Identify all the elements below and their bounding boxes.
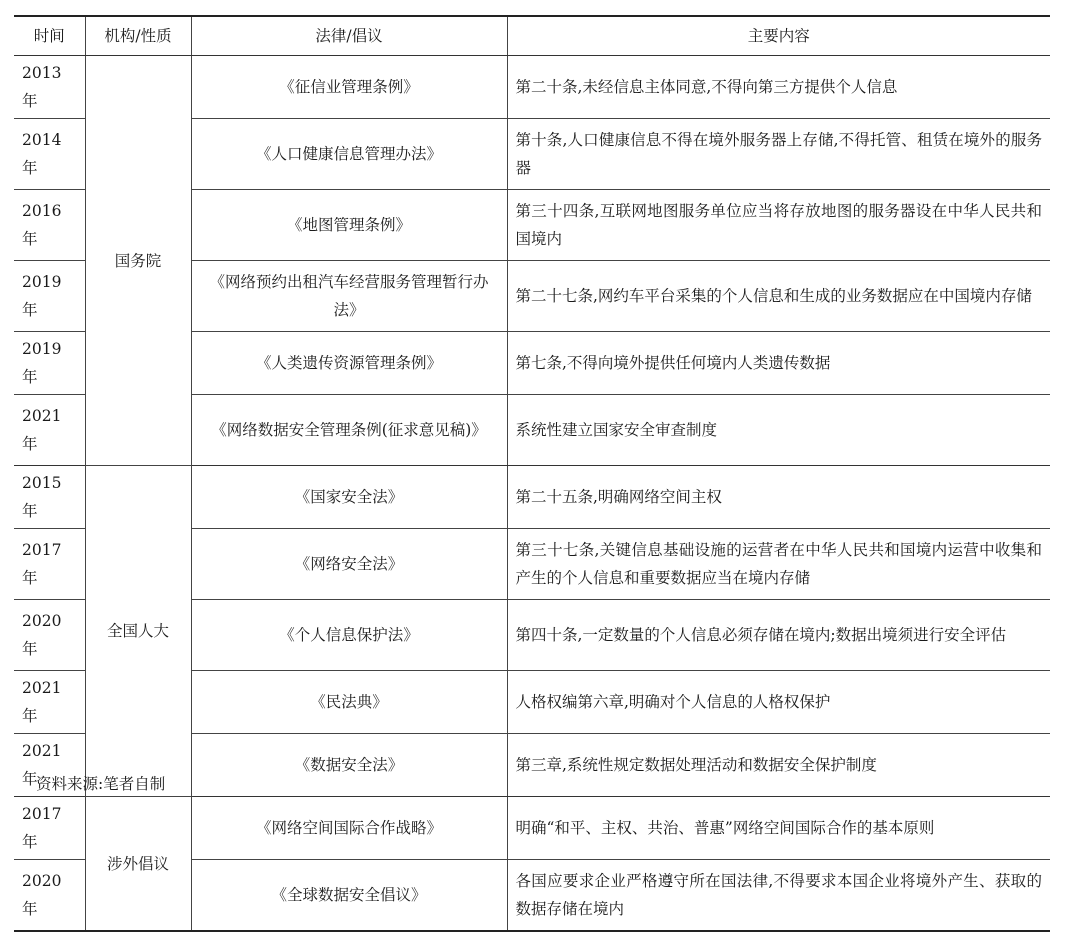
row-content: 第二十七条,网约车平台采集的个人信息和生成的业务数据应在中国境内存储 [507, 261, 1050, 332]
source-note: 资料来源:笔者自制 [36, 775, 166, 793]
group-npc [14, 466, 1050, 797]
header-law: 法律/倡议 [191, 16, 507, 56]
row-law: 《个人信息保护法》 [191, 600, 507, 671]
row-content: 第二十五条,明确网络空间主权 [507, 466, 1050, 529]
org-cell: 涉外倡议 [85, 797, 191, 932]
org-cell: 全国人大 [85, 466, 191, 797]
row-law: 《网络数据安全管理条例(征求意见稿)》 [191, 395, 507, 466]
row-law: 《征信业管理条例》 [191, 56, 507, 119]
row-time: 2019 年 [14, 261, 85, 332]
header-content: 主要内容 [507, 16, 1050, 56]
row-content: 第三十四条,互联网地图服务单位应当将存放地图的服务器设在中华人民共和国境内 [507, 190, 1050, 261]
row-law: 《民法典》 [191, 671, 507, 734]
table-row [14, 466, 1050, 529]
table-header [14, 16, 1050, 56]
row-content: 明确“和平、主权、共治、普惠”网络空间国际合作的基本原则 [507, 797, 1050, 860]
data-localization-table [14, 15, 1050, 932]
row-time: 2016 年 [14, 190, 85, 261]
row-law: 《网络安全法》 [191, 529, 507, 600]
row-time: 2021 年 [14, 395, 85, 466]
row-law: 《网络预约出租汽车经营服务管理暂行办法》 [191, 261, 507, 332]
row-law: 《网络空间国际合作战略》 [191, 797, 507, 860]
table-row [14, 797, 1050, 860]
row-time: 2020 年 [14, 600, 85, 671]
row-time: 2014 年 [14, 119, 85, 190]
row-law: 《人类遗传资源管理条例》 [191, 332, 507, 395]
row-content: 第七条,不得向境外提供任何境内人类遗传数据 [507, 332, 1050, 395]
row-content: 第三章,系统性规定数据处理活动和数据安全保护制度 [507, 734, 1050, 797]
row-time: 2021 年 [14, 734, 85, 797]
row-content: 系统性建立国家安全审查制度 [507, 395, 1050, 466]
row-law: 《国家安全法》 [191, 466, 507, 529]
row-time: 2015 年 [14, 466, 85, 529]
table-row [14, 56, 1050, 119]
row-law: 《人口健康信息管理办法》 [191, 119, 507, 190]
row-content: 第三十七条,关键信息基础设施的运营者在中华人民共和国境内运营中收集和产生的个人信息和重要数据应当在境内存储 [507, 529, 1050, 600]
header-time: 时间 [14, 16, 85, 56]
row-law: 《全球数据安全倡议》 [191, 860, 507, 932]
group-state-council [14, 56, 1050, 466]
row-content: 第四十条,一定数量的个人信息必须存储在境内;数据出境须进行安全评估 [507, 600, 1050, 671]
row-time: 2017 年 [14, 529, 85, 600]
org-cell: 国务院 [85, 56, 191, 466]
row-content: 各国应要求企业严格遵守所在国法律,不得要求本国企业将境外产生、获取的数据存储在境内 [507, 860, 1050, 932]
row-time: 2020 年 [14, 860, 85, 932]
row-law: 《地图管理条例》 [191, 190, 507, 261]
row-time: 2017 年 [14, 797, 85, 860]
row-content: 第十条,人口健康信息不得在境外服务器上存储,不得托管、租赁在境外的服务器 [507, 119, 1050, 190]
row-time: 2019 年 [14, 332, 85, 395]
document-sheet [14, 0, 1050, 932]
row-time: 2021 年 [14, 671, 85, 734]
row-law: 《数据安全法》 [191, 734, 507, 797]
row-time: 2013 年 [14, 56, 85, 119]
row-content: 第二十条,未经信息主体同意,不得向第三方提供个人信息 [507, 56, 1050, 119]
header-org: 机构/性质 [85, 16, 191, 56]
row-content: 人格权编第六章,明确对个人信息的人格权保护 [507, 671, 1050, 734]
group-foreign-initiatives [14, 797, 1050, 932]
